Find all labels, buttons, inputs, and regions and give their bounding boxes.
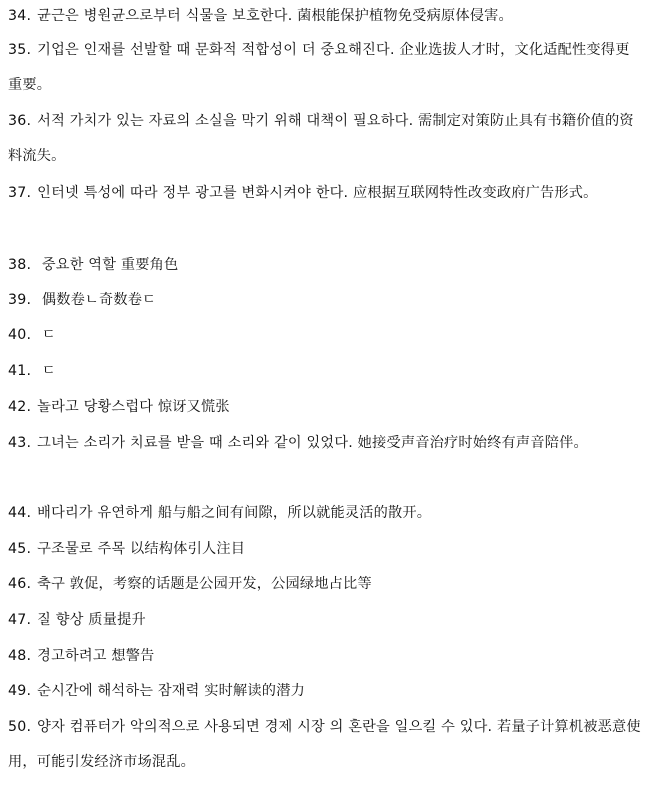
item-number: 39.	[8, 292, 32, 308]
item-number: 43.	[8, 435, 32, 451]
list-item	[8, 176, 642, 211]
item-number: 37.	[8, 185, 32, 201]
item-number: 40.	[8, 327, 32, 343]
list-item	[8, 567, 642, 602]
list-item	[8, 532, 642, 567]
list-item	[8, 603, 642, 638]
list-item	[8, 674, 642, 709]
item-text: 그녀는 소리가 치료를 받을 때 소리와 같이 있었다. 她接受声音治疗时始终有声音陪伴。	[37, 435, 588, 451]
item-number: 34.	[8, 8, 32, 24]
item-text: 축구 敦促，考察的话题是公园开发，公园绿地占比等	[37, 576, 372, 592]
item-text: 경고하려고 想警告	[37, 648, 155, 664]
item-text: 기업은 인재를 선발할 때 문화적 적합성이 더 중요해진다. 企业选拔人才时，文化适配性变得更重要。	[8, 42, 630, 93]
list-item	[8, 710, 642, 780]
item-number: 36.	[8, 113, 32, 129]
list-item	[8, 354, 642, 389]
list-item	[8, 104, 642, 174]
item-number: 46.	[8, 576, 32, 592]
item-text: 질 향상 质量提升	[37, 612, 146, 628]
list-item	[8, 390, 642, 425]
list-item	[8, 248, 642, 283]
item-number: 38.	[8, 257, 32, 273]
item-text: 순시간에 해석하는 잠재력 实时解读的潜力	[37, 683, 305, 699]
item-text: 구조물로 주목 以结构体引人注目	[37, 541, 246, 557]
item-text: 중요한 역할 重要角色	[37, 257, 179, 273]
list-item	[8, 33, 642, 103]
list-item	[8, 639, 642, 674]
item-number: 50.	[8, 719, 32, 735]
item-number: 47.	[8, 612, 32, 628]
item-number: 44.	[8, 505, 32, 521]
item-text: 배다리가 유연하게 船与船之间有间隙，所以就能灵活的散开。	[37, 505, 432, 521]
item-text: ㄷ	[37, 363, 56, 379]
list-item	[8, 426, 642, 461]
item-number: 42.	[8, 399, 32, 415]
item-number: 49.	[8, 683, 32, 699]
item-text: 서적 가치가 있는 자료의 소실을 막기 위해 대책이 필요하다. 需制定对策防止具有书籍价值的资料流失。	[8, 113, 634, 164]
item-number: 45.	[8, 541, 32, 557]
item-text: 놀라고 당황스럽다 惊讶又慌张	[37, 399, 230, 415]
item-text: 偶数卷ㄴ奇数卷ㄷ	[37, 292, 157, 308]
list-item	[8, 496, 642, 531]
item-text: 인터넷 특성에 따라 정부 광고를 변화시켜야 한다. 应根据互联网特性改变政府广告形式。	[37, 185, 598, 201]
item-text: 균근은 병원균으로부터 식물을 보호한다. 菌根能保护植物免受病原体侵害。	[37, 8, 513, 24]
list-item	[8, 283, 642, 318]
list-item	[8, 318, 642, 353]
item-number: 41.	[8, 363, 32, 379]
item-number: 35.	[8, 42, 32, 58]
item-text: 양자 컴퓨터가 악의적으로 사용되면 경제 시장 의 혼란을 일으킬 수 있다. 若量子计算机被恶意使用，可能引发经济市场混乱。	[8, 719, 641, 770]
item-number: 48.	[8, 648, 32, 664]
item-text: ㄷ	[37, 327, 56, 343]
list-item	[8, 0, 642, 34]
